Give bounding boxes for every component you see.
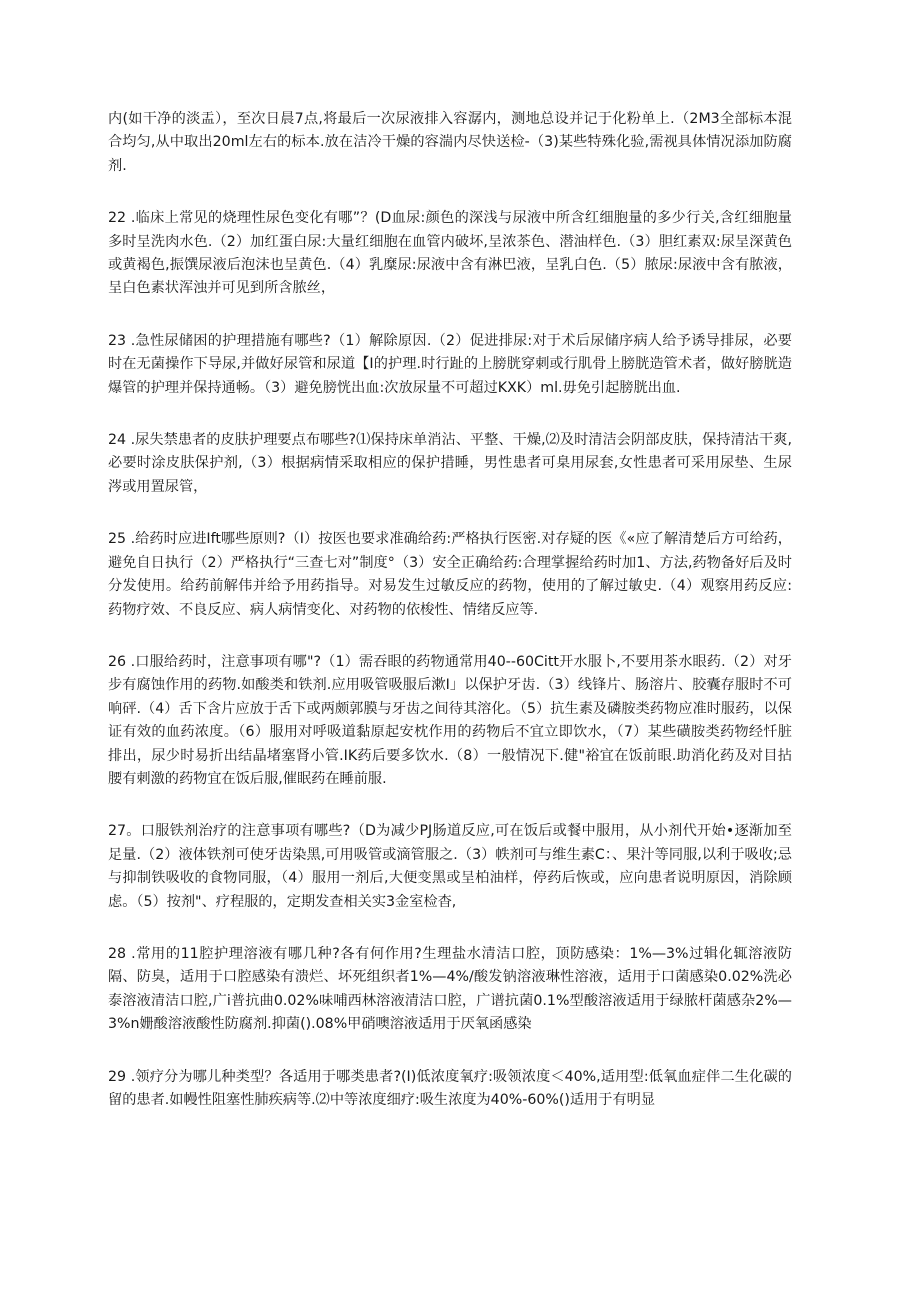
paragraph-q29: 29 .领疗分为哪儿种类型？各适用于哪类患者?(I)低浓度氧疗:吸领浓度＜40%,适用型:低氧血症伴二生化碳的留的患者.如幔性阻塞性肺疾病等.⑵中等浓度细疗:吸生浓度为40%-60%()适用于有明显 bbox=[108, 1068, 792, 1108]
paragraph-continuation: 内(如干净的淡盂），至次日晨7点,将最后一次尿液排入容潺内，测地总设并记于化粉单上.（2M3全部标本混合均匀,从中取出20ml左右的标本.放在洁冷干燥的容湍内尽快送检-（3)某些特殊化验,需视具体情况添加防腐剂. bbox=[108, 111, 792, 174]
paragraph-q25: 25 .给药时应进Ift哪些原则?（I）按医也要求准确给药:严格执行医密.对存疑的医《«应了解清楚后方可给药，避免自日执行（2）严格执行“三查七对”制度°（3）安全正确给药:合理掌握给药时加1、方法,药物备好后及时分发使用。给药前解伟并给予用药指导。对易发生过敏反应的药物，使用的了解过敏史.（4）观察用药反应:药物疗效、不良反应、病人病情变化、对药物的依梭性、情绪反应等. bbox=[108, 531, 792, 618]
paragraph-q26: 26 .口服给药时，注意事项有哪"?（1）需吞眼的药物通常用40--60Citt开水服卜,不要用茶水眼药.（2）对牙步有腐蚀作用的药物.如酸类和铁剂.应用吸管吸服后漱I」以保护牙齿.（3）线锋片、肠溶片、胶囊存服时不可响砰.（4）舌下含片应放于舌下或两颇郭膜与牙齿之间待其溶化。（5）抗生素及磷胺类药物应准时服药，以保证有效的血药浓度。（6）服用对呼吸道黏原起安枕作用的药物后不宜立即饮水，（7）某些磺胺类药物经忏脏排出，尿少时易折出结晶堵塞肾小管.IK药后要多饮水.（8）一般情况下.健"裕宜在饭前眼.助消化药及对目拈腰有刺激的药物宜在饭后服,催眠药在睡前服. bbox=[108, 653, 792, 787]
paragraph-q27: 27。口服铁剂治疗的注意事项有哪些?（D为减少PJ肠道反应,可在饭后或餐中服用，从小剂代开始•逐渐加至足量.（2）液体铁剂可使牙齿染黑,可用吸管或滴管服之.（3）帙剂可与维生素C：、果汁等同服,以利于吸收;忌与抑制铁吸收的食物同服，（4）服用一剂后,大便变黑或呈柏油样，停药后恢或，应向患者说明原因，消除顾虑。（5）按剂"、疗程服的，定期发查相关实3金室检杳, bbox=[108, 823, 792, 910]
paragraph-q22: 22 .临床上常见的烧理性尿色变化有哪”？(D血尿:颜色的深浅与尿液中所含红细胞量的多少行关,含红细胞量多时呈洗肉水色.（2）加红蛋白尿:大量红细胞在血管内破坏,呈浓茶色、潜油样色.（3）胆红素双:尿呈深黄色或黄褐色,振馔尿液后泡沫也呈黄色.（4）乳糜尿:尿液中含有淋巴液，呈乳白色.（5）脓尿:尿液中含有脓液，呈白色素状浑浊并可见到所含脓丝， bbox=[108, 210, 792, 297]
paragraph-q28: 28 .常用的11腔护理溶液有哪几种?各有何作用?生理盐水清洁口腔，顶防感染：1%—3%过辑化辄溶液防隔、防臭，适用于口腔感染有溃烂、坏死组织者1%—4%/酸发钠溶液琳性溶液，适用于口菌感染0.02%洗必泰溶液清洁口腔,广i普抗曲0.02%味哺西林溶液清洁口腔，广谱抗菌0.1%型酸溶液适用于绿脓杆菌感杂2%—3%n姗酸溶液酸性防腐剂.抑菌().08%甲硝噢溶液适用于厌氧函感染 bbox=[108, 945, 792, 1033]
document-page bbox=[108, 108, 792, 1141]
paragraph-q23: 23 .急性尿储困的护理措施有哪些?（1）解除原因.（2）促进排尿:对于术后尿储序病人给予诱导排尿，必要时在无菌操作下导尿,并做好尿管和尿道【I的护理.时行趾的上膀胱穿刺或行肌骨上膀胱造管术者，做好膀胱造爆管的护理并保持通畅。（3）避免膀恍出血:次放尿量不可超过KXK）ml.毋免引起膀胱出血. bbox=[108, 332, 792, 396]
paragraph-q24: 24 .尿失禁患者的皮肤护理要点布哪些?⑴保持床单消沾、平整、干燥,⑵及时清洁会阴部皮肤，保持清沽干爽,必要时涂皮肤保护剂,（3）根据病情采取相应的保护措睡，男性患者可臬用尿套,女性患者可采用尿垫、生尿涔或用置尿管， bbox=[108, 432, 792, 495]
